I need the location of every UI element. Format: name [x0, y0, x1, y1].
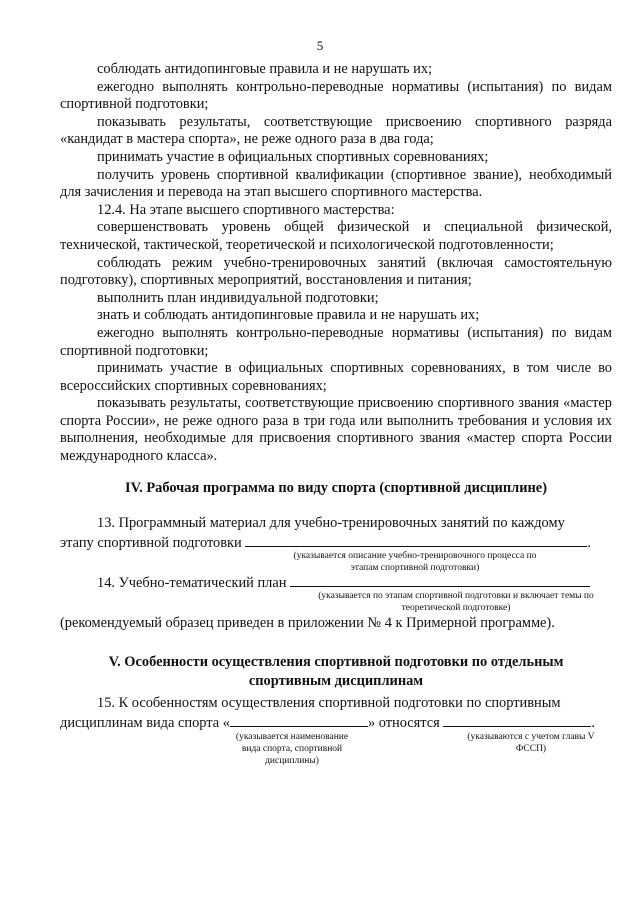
paragraph: показывать результаты, соответствующие присвоению спортивного разряда «кандидат в мастера спорта», не реже одного раза в два года; [60, 113, 612, 148]
item-15-line-2 [60, 712, 595, 732]
paragraph: выполнить план индивидуальной подготовки; [97, 289, 379, 306]
item-13-line-1: 13. Программный материал для учебно-тренировочных занятий по каждому [97, 515, 565, 531]
sport-name-blank [230, 712, 368, 727]
paragraph: знать и соблюдать антидопинговые правила и не нарушать их; [97, 307, 480, 324]
paragraph: соблюдать режим учебно-тренировочных занятий (включая самостоятельную подготовку), спортивных мероприятий, восстановления и питания; [60, 254, 612, 289]
item-14-text: 14. Учебно-тематический план [97, 575, 287, 591]
paragraph: принимать участие в официальных спортивных соревнованиях, в том числе во всероссийских спортивных соревнованиях; [60, 360, 612, 394]
paragraph: получить уровень спортивной квалификации (спортивное звание), необходимый для зачисления и перевода на этап высшего спортивного мастерства. [60, 166, 612, 201]
item-13-line-2 [60, 532, 591, 552]
paragraph: принимать участие в официальных спортивных соревнованиях; [97, 148, 489, 165]
section-5-heading-line-2: спортивным дисциплинам [248, 673, 424, 689]
item-14-note: (указывается по этапам спортивной подготовки и включает темы по теоретической подготовке) [318, 591, 594, 613]
item-15-text-b: » относятся [367, 715, 440, 731]
item-13-note: (указывается описание учебно-тренировочного процесса по этапам спортивной подготовки) [293, 551, 537, 573]
item-15-text-a: дисциплинам вида спорта « [60, 715, 230, 731]
requirements-text [60, 61, 612, 466]
item-15-period: . [591, 715, 595, 731]
item-14-line [97, 572, 590, 592]
section-5-heading-line-1: V. Особенности осуществления спортивной подготовки по отдельным [108, 654, 564, 670]
features-blank [443, 712, 591, 727]
paragraph: ежегодно выполнять контрольно-переводные нормативы (испытания) по видам спортивной подготовки; [60, 78, 612, 113]
item-14-blank [290, 572, 590, 587]
item-13-period: . [587, 535, 591, 551]
item-15-note-right: (указываются с учетом главы V ФССП) [467, 732, 595, 754]
item-13-text: этапу спортивной подготовки [60, 535, 242, 551]
paragraph: показывать результаты, соответствующие присвоению спортивного звания «мастер спорта России», не реже одного раза в три года или выполнить требования и условия их выполнения, необходимые для присвоения спортивного звания «мастер спорта России международного класса». [60, 395, 612, 465]
subsection-heading: 12.4. На этапе высшего спортивного мастерства: [97, 201, 395, 218]
page-number: 5 [316, 38, 324, 53]
item-15-line-1: 15. К особенностям осуществления спортивной подготовки по спортивным [97, 695, 561, 711]
item-13-blank [245, 532, 587, 547]
item-15-note-left: (указывается наименование вида спорта, спортивной дисциплины) [235, 732, 349, 766]
section-4-heading: IV. Рабочая программа по виду спорта (спортивной дисциплине) [125, 480, 547, 496]
paragraph: соблюдать антидопинговые правила и не нарушать их; [97, 61, 433, 77]
paragraph: совершенствовать уровень общей физической и специальной физической, технической, тактической, теоретической и психологической подготовленности; [60, 219, 612, 253]
paragraph: ежегодно выполнять контрольно-переводные нормативы (испытания) по видам спортивной подготовки; [60, 324, 612, 359]
recommended-sample: (рекомендуемый образец приведен в приложении № 4 к Примерной программе). [60, 615, 555, 631]
